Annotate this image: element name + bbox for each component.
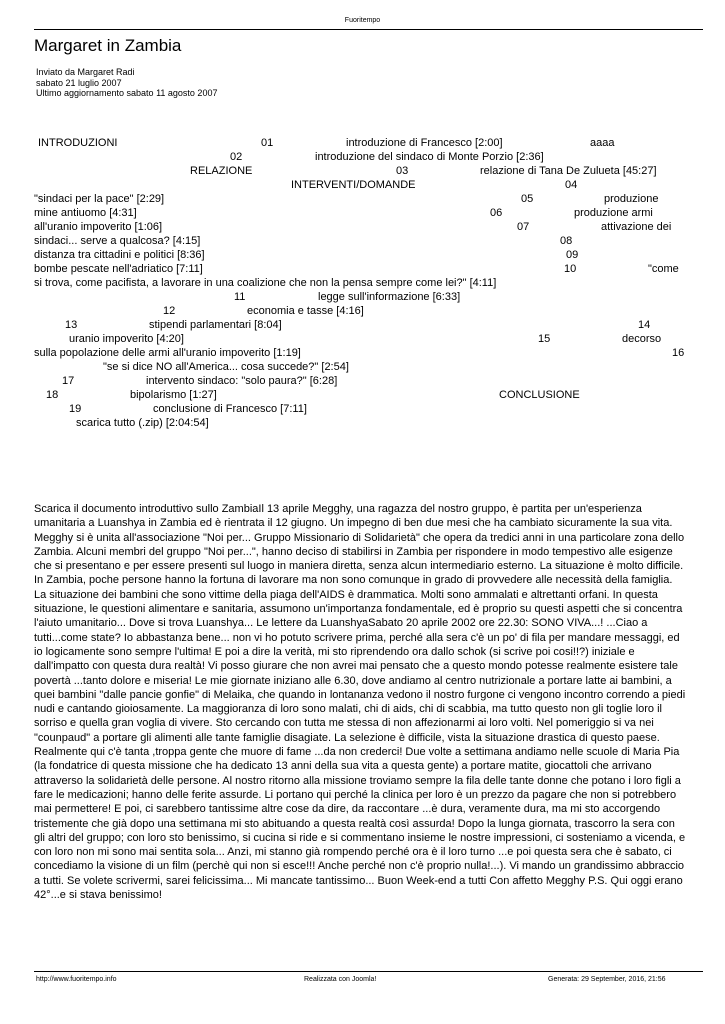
toc-track-link[interactable]: intervento sindaco: "solo paura?" [6:28] bbox=[146, 375, 338, 387]
toc-section-heading: CONCLUSIONE bbox=[499, 389, 580, 401]
toc-track-link[interactable]: sulla popolazione delle armi all'uranio impoverito [1:19] bbox=[34, 347, 301, 359]
toc-number: 10 bbox=[564, 263, 577, 275]
toc-number: 14 bbox=[638, 319, 651, 331]
toc-track-link[interactable]: produzione armi bbox=[574, 207, 653, 219]
toc-number: 08 bbox=[560, 235, 573, 247]
toc-track-link[interactable]: decorso bbox=[622, 333, 662, 345]
article-updated: Ultimo aggiornamento sabato 11 agosto 2007 bbox=[36, 88, 218, 98]
toc-section-heading: RELAZIONE bbox=[190, 165, 253, 177]
toc-track-link[interactable]: all'uranio impoverito [1:06] bbox=[34, 221, 163, 233]
article-author: Inviato da Margaret Radi bbox=[36, 67, 135, 77]
footer-generated: Generata: 29 September, 2016, 21:56 bbox=[548, 976, 666, 983]
footer-url[interactable]: http://www.fuoritempo.info bbox=[36, 976, 117, 983]
toc-number: 15 bbox=[538, 333, 551, 345]
toc-track-link[interactable]: "come bbox=[648, 263, 679, 275]
toc-track-link[interactable]: si trova, come pacifista, a lavorare in una coalizione che non la pensa sempre come lei?" [4:11] bbox=[34, 277, 497, 289]
header-rule bbox=[34, 29, 703, 30]
toc-number: 01 bbox=[261, 137, 274, 149]
toc-number: 17 bbox=[62, 375, 75, 387]
article-body: Scarica il documento introduttivo sullo ZambiaIl 13 aprile Megghy, una ragazza del nostro gruppo, è partita per un'esperienza umanitaria a Luanshya in Zambia ed è rientrata il 12 giugno. Un impegno di ben due mesi che ha cambiato sicuramente la sua vita. Megghy si è unita all'associazione "Noi per... Gruppo Missionario di Solidarietà" che opera da tredici anni in una particolare zona dello Zambia. Alcuni membri del gruppo "Noi per...", hanno deciso di stabilirsi in Zambia per rispondere in modo tempestivo alle esigenze che si presentano e per essere presenti sul luogo in maniera diretta, senza alcun intermediario esterno. La situazione è molto difficile. In Zambia, poche persone hanno la fortuna di lavorare ma non sono comunque in grado di provvedere alle necessità della famiglia. La situazione dei bambini che sono vittime della piaga dell'AIDS è drammatica. Molti sono ammalati e altrettanti orfani. In questa situazione, le questioni alimentare e sanitaria, assumono un'importanza fondamentale, ed è proprio su questi aspetti che si concentra l'aiuto umanitario... Dove si trova Luanshya... Le lettere da LuanshyaSabato 20 aprile 2002 ore 22.30: SONO VIVA...! ...Ciao a tutti...come state? Io abbastanza bene... non vi ho potuto scrivere prima, perché alla sera c'è un po' di fila per mandare messaggi, ed io logicamente sono sempre l'ultima! E poi a dire la verità, mi sto riprendendo ora dallo schok (si scrive poi cosi!!?) iniziale e dall'impatto con questa dura realtà! Vi posso giurare che non avrei mai pensato che a questo mondo potesse realmente esistere tale povertà ...tanto dolore e miseria! Le mie giornate iniziano alle 6.30, dove andiamo al centro nutrizionale a portare latte ai bambini, a quei bambini "dalle pancie gonfie" di Melaika, che quando in lontananza vedono il nostro furgone ci vengono incontro correndo a piedi nudi e cantando gioiosamente. La maggioranza di loro sono malati, chi di aids, chi di scabbia, ma tutto questo non gli toglie loro il sorriso e quella gran voglia di vivere. Sto cercando con tutta me stessa di non affezionarmi ai loro volti. Nel pomeriggio si va nei "counpaud" a portare gli alimenti alle tante famiglie disagiate. La selezione è difficile, vista la situazione drastica di questo paese. Realmente qui c'è tanta ,troppa gente che muore di fame ...da non crederci! Due volte a settimana andiamo nelle scuole di Maria Pia (la fondatrice di questa missione che ha dedicato 13 anni della sua vita a questa gente) a portare matite, giocattoli che arrivano attraverso la solidarietà delle persone. Al nostro ritorno alla missione troviamo sempre la fila delle tante donne che potano i loro figli a fare le medicazioni; hanno delle ferite assurde. Li portano qui perché la clinica per loro è un prezzo da pagare che non si potrebbero mai permettere! E poi, ci sarebbero tantissime altre cose da dire, da raccontare ...è dura, veramente dura, ma mi sto accorgendo tristemente che già dopo una settimana mi sto abituando a questa realtà così assurda! Dopo la lunga giornata, trascorro la sera con gli altri del gruppo; con loro sto benissimo, si cucina si ride e si commentano insieme le nostre impressioni, ci sosteniamo a vicenda, e con loro non mi sono mai sentita sola... Anzi, mi stanno già rompendo perché ora è il loro turno ...e poi questa sera che è sabato, ci concediamo la visione di un film (perchè qui non si esce!!! Anche perché non c'è proprio nulla!...). Vi mando un grandissimo abbraccio a tutti. Se volete scrivermi, sarei felicissima... Mi mancate tantissimo... Buon Week-end a tutti Con affetto Megghy P.S. Qui oggi erano 42°...e si stava benissimo! bbox=[34, 503, 686, 902]
toc-track-link[interactable]: legge sull'informazione [6:33] bbox=[318, 291, 461, 303]
toc-number: 02 bbox=[230, 151, 243, 163]
site-header: Fuoritempo bbox=[344, 17, 381, 24]
toc-number: 16 bbox=[672, 347, 685, 359]
toc-track-link[interactable]: mine antiuomo [4:31] bbox=[34, 207, 137, 219]
footer-rule bbox=[34, 971, 703, 972]
toc-track-link[interactable]: produzione bbox=[604, 193, 659, 205]
toc-track-link[interactable]: introduzione di Francesco [2:00] bbox=[346, 137, 503, 149]
toc-track-link[interactable]: "se si dice NO all'America... cosa succede?" [2:54] bbox=[103, 361, 349, 373]
toc-number: 03 bbox=[396, 165, 409, 177]
toc-track-link[interactable]: bombe pescate nell'adriatico [7:11] bbox=[34, 263, 203, 275]
toc-track-link[interactable]: distanza tra cittadini e politici [8:36] bbox=[34, 249, 205, 261]
article-date: sabato 21 luglio 2007 bbox=[36, 78, 122, 88]
toc-track-link[interactable]: bipolarismo [1:27] bbox=[130, 389, 217, 401]
toc-number: 19 bbox=[69, 403, 82, 415]
article-title: Margaret in Zambia bbox=[34, 36, 182, 55]
toc-track-link[interactable]: relazione di Tana De Zulueta [45:27] bbox=[480, 165, 657, 177]
footer-credit: Realizzata con Joomla! bbox=[304, 976, 377, 983]
toc-track-link[interactable]: introduzione del sindaco di Monte Porzio [2:36] bbox=[315, 151, 544, 163]
toc-text: aaaa bbox=[590, 137, 615, 149]
toc-number: 11 bbox=[234, 291, 246, 303]
toc-track-link[interactable]: conclusione di Francesco [7:11] bbox=[153, 403, 307, 415]
toc-number: 09 bbox=[566, 249, 579, 261]
toc-track-link[interactable]: uranio impoverito [4:20] bbox=[69, 333, 184, 345]
toc-section-heading: INTERVENTI/DOMANDE bbox=[291, 179, 416, 191]
toc-number: 07 bbox=[517, 221, 530, 233]
toc-track-link[interactable]: "sindaci per la pace" [2:29] bbox=[34, 193, 165, 205]
toc-number: 06 bbox=[490, 207, 503, 219]
toc-download-link[interactable]: scarica tutto (.zip) [2:04:54] bbox=[76, 417, 209, 429]
toc-number: 18 bbox=[46, 389, 59, 401]
toc-track-link[interactable]: stipendi parlamentari [8:04] bbox=[149, 319, 282, 331]
toc-number: 04 bbox=[565, 179, 578, 191]
toc-track-link[interactable]: economia e tasse [4:16] bbox=[247, 305, 364, 317]
toc-number: 13 bbox=[65, 319, 78, 331]
toc-section-heading: INTRODUZIONI bbox=[38, 137, 118, 149]
toc-track-link[interactable]: attivazione dei bbox=[601, 221, 672, 233]
toc-number: 05 bbox=[521, 193, 534, 205]
toc-track-link[interactable]: sindaci... serve a qualcosa? [4:15] bbox=[34, 235, 201, 247]
toc-number: 12 bbox=[163, 305, 176, 317]
